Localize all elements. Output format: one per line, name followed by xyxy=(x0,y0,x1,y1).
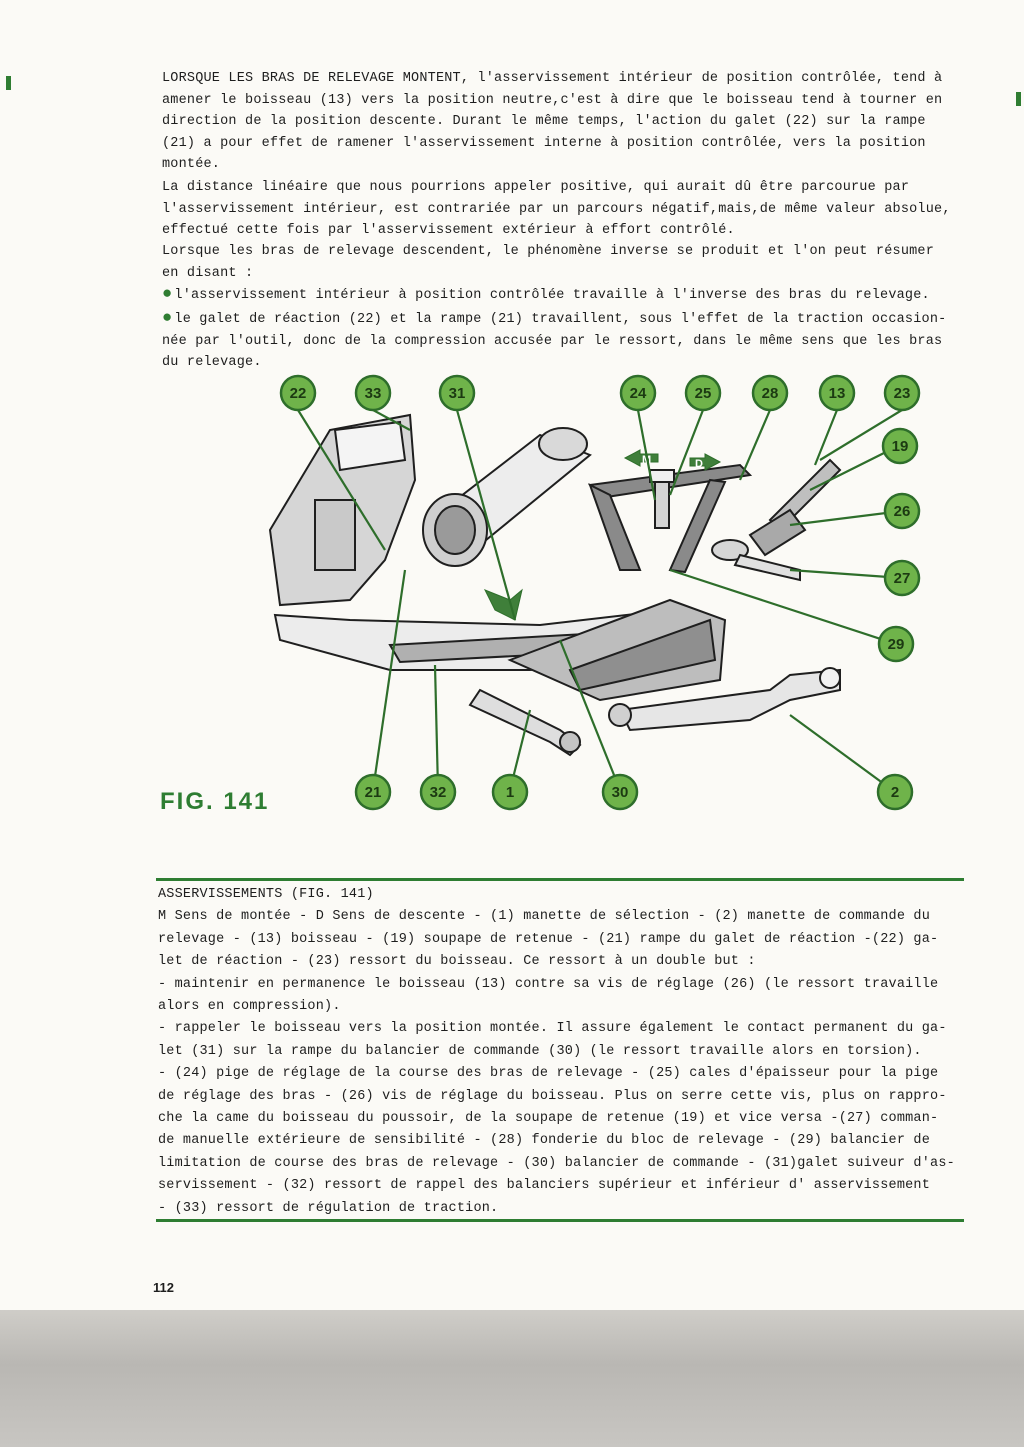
svg-text:28: 28 xyxy=(761,385,779,402)
callout-1 xyxy=(493,775,527,809)
caption-title: ASSERVISSEMENTS (FIG. 141) xyxy=(158,887,374,902)
callout-22 xyxy=(281,376,315,410)
svg-text:31: 31 xyxy=(448,385,466,402)
figure-label: FIG. 141 xyxy=(160,788,270,815)
svg-text:2: 2 xyxy=(890,784,900,801)
callout-19 xyxy=(883,429,917,463)
bullet-1: ● l'asservissement intérieur à position contrôlée travaille à l'inverse des bras du relevage. xyxy=(162,285,930,304)
scan-shadow xyxy=(0,1310,1024,1447)
figure-caption: ASSERVISSEMENTS (FIG. 141) M Sens de montée - D Sens de descente - (1) manette de sélection - (2) manette de commande du relevage - (13) boisseau - (19) soupape de retenue - (21) rampe du galet de réaction -(22) ga- let de réaction - (23) ressort du boisseau. Ce ressort à un double but : - maintenir en permanence le boisseau (13) contre sa vis de réglage (26) (le ressort travaille alors en compression). - rappeler le boisseau vers la position montée. Il assure également le contact permanent du ga- let (31) sur la rampe du balancier de commande (30) (le ressort travaille alors en torsion). - (24) pige de réglage de la course des bras de relevage - (25) cales d'épaisseur pour la pige de réglage des bras - (26) vis de réglage du boisseau. Plus on serre cette vis, plus on rappro- che la came du boisseau du poussoir, de la soupape de retenue (19) et vice versa -(27) comman- de manuelle extérieure de sensibilité - (28) fonderie du bloc de relevage - (29) balancier de limitation de course des bras de relevage - (30) balancier de commande - (31)galet suiveur d'as- servissement - (32) ressort de rappel des balanciers supérieur et inférieur d' asservissement - (33) ressort de régulation de traction. xyxy=(158,884,964,1220)
svg-text:26: 26 xyxy=(893,503,911,520)
callout-29 xyxy=(879,627,913,661)
callout-30 xyxy=(603,775,637,809)
caption-bottom-rule xyxy=(156,1219,964,1222)
bullet-dot-icon: ● xyxy=(162,285,173,304)
svg-text:24: 24 xyxy=(629,385,647,402)
caption-top-rule xyxy=(156,878,964,881)
callout-13 xyxy=(820,376,854,410)
callout-23 xyxy=(885,376,919,410)
svg-text:29: 29 xyxy=(887,636,905,653)
callout-21 xyxy=(356,775,390,809)
svg-text:33: 33 xyxy=(364,385,382,402)
svg-text:27: 27 xyxy=(893,570,911,587)
callout-31 xyxy=(440,376,474,410)
page-number: 112 xyxy=(153,1280,174,1295)
svg-text:13: 13 xyxy=(828,385,846,402)
edge-mark xyxy=(6,76,11,90)
callout-25 xyxy=(686,376,720,410)
paragraph-3: Lorsque les bras de relevage descendent, le phénomène inverse se produit et l'on peut résumer en disant : xyxy=(162,244,935,281)
svg-text:22: 22 xyxy=(289,385,307,402)
paragraph-1: LORSQUE LES BRAS DE RELEVAGE MONTENT, l'asservissement intérieur de position contrôlée, tend à amener le boisseau (13) vers la position neutre,c'est à dire que le boisseau tend à tourner en direction de la position descente. Durant le même temps, l'action du galet (22) sur la rampe (21) a pour effet de ramener l'asservissement interne à position contrôlée, vers la position montée. xyxy=(162,71,943,172)
svg-text:32: 32 xyxy=(429,784,447,801)
callout-28 xyxy=(753,376,787,410)
svg-text:30: 30 xyxy=(611,784,629,801)
callout-33 xyxy=(356,376,390,410)
svg-text:19: 19 xyxy=(891,438,909,455)
direction-label-d: D xyxy=(695,458,703,470)
svg-text:21: 21 xyxy=(364,784,382,801)
paragraph-2: La distance linéaire que nous pourrions appeler positive, qui aurait dû être parcourue par l'asservissement intérieur, est contrariée par un parcours négatif,mais,de même valeur absolue, effectué cette fois par l'asservissement extérieur à effort contrôlé. xyxy=(162,180,951,238)
svg-text:25: 25 xyxy=(694,385,712,402)
callout-24 xyxy=(621,376,655,410)
mechanism-drawing xyxy=(270,415,840,755)
svg-text:1: 1 xyxy=(505,784,515,801)
direction-label-m: M xyxy=(642,454,652,466)
bullet-dot-icon: ● xyxy=(162,309,173,328)
bullet-2: ● le galet de réaction (22) et la rampe (21) travaillent, sous l'effet de la traction occasion- née par l'outil, donc de la compression accusée par le ressort, dans le même sens que les bras du relevage. xyxy=(162,309,947,370)
callout-26 xyxy=(885,494,919,528)
callout-32 xyxy=(421,775,455,809)
figure-141-diagram xyxy=(150,370,930,840)
callout-27 xyxy=(885,561,919,595)
svg-text:23: 23 xyxy=(893,385,911,402)
edge-mark xyxy=(1016,92,1021,106)
callout-2 xyxy=(878,775,912,809)
